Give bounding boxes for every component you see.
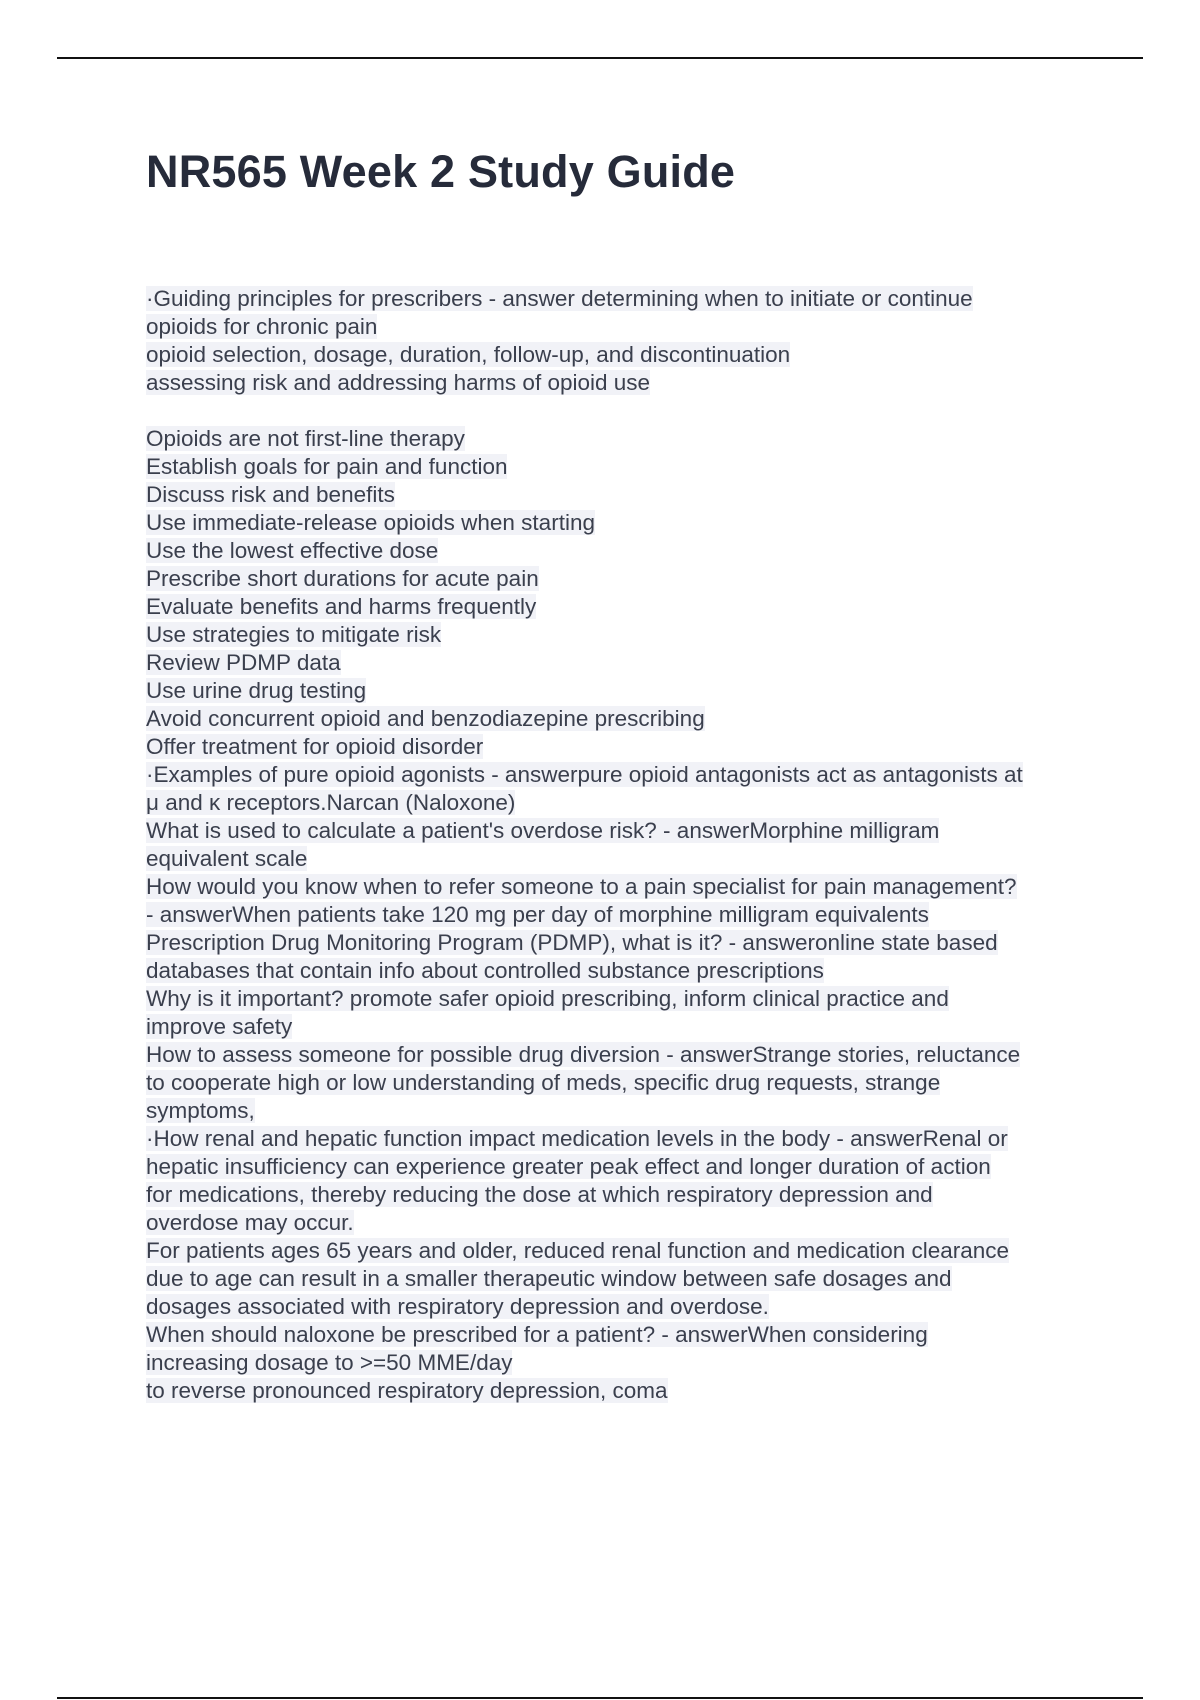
- text-line: How to assess someone for possible drug diversion - answerStrange stories, reluctance: [146, 1042, 1021, 1067]
- paragraph-gap: [146, 397, 1096, 425]
- text-line: Prescription Drug Monitoring Program (PDMP), what is it? - answeronline state based: [146, 930, 998, 955]
- text-line: μ and κ receptors.Narcan (Naloxone): [146, 790, 516, 815]
- text-line: ·Examples of pure opioid agonists - answerpure opioid antagonists act as antagonists at: [146, 762, 1023, 787]
- text-line: Discuss risk and benefits: [146, 482, 395, 507]
- text-line: Offer treatment for opioid disorder: [146, 734, 484, 759]
- text-line: Opioids are not first-line therapy: [146, 426, 465, 451]
- text-line: to cooperate high or low understanding of meds, specific drug requests, strange: [146, 1070, 941, 1095]
- text-line: When should naloxone be prescribed for a patient? - answerWhen considering: [146, 1322, 928, 1347]
- study-guide-body: [146, 285, 1096, 1405]
- document-title: NR565 Week 2 Study Guide: [146, 146, 736, 197]
- text-line: hepatic insufficiency can experience greater peak effect and longer duration of action: [146, 1154, 991, 1179]
- text-line: Use urine drug testing: [146, 678, 367, 703]
- principles-section: [146, 285, 1096, 397]
- guidelines-and-qa-section: [146, 425, 1096, 1405]
- text-line: - answerWhen patients take 120 mg per day of morphine milligram equivalents: [146, 902, 929, 927]
- text-line: What is used to calculate a patient's overdose risk? - answerMorphine milligram: [146, 818, 940, 843]
- text-line: for medications, thereby reducing the dose at which respiratory depression and: [146, 1182, 933, 1207]
- text-line: due to age can result in a smaller therapeutic window between safe dosages and: [146, 1266, 952, 1291]
- text-line: to reverse pronounced respiratory depression, coma: [146, 1378, 668, 1403]
- text-line: ·Guiding principles for prescribers - answer determining when to initiate or continue: [146, 286, 973, 311]
- text-line: assessing risk and addressing harms of opioid use: [146, 370, 651, 395]
- text-line: Use strategies to mitigate risk: [146, 622, 442, 647]
- text-line: Review PDMP data: [146, 650, 341, 675]
- top-rule: [57, 57, 1143, 59]
- text-line: ·How renal and hepatic function impact medication levels in the body - answerRenal or: [146, 1126, 1008, 1151]
- text-line: Avoid concurrent opioid and benzodiazepine prescribing: [146, 706, 705, 731]
- text-line: Prescribe short durations for acute pain: [146, 566, 539, 591]
- text-line: symptoms,: [146, 1098, 255, 1123]
- text-line: Why is it important? promote safer opioid prescribing, inform clinical practice and: [146, 986, 949, 1011]
- text-line: Use the lowest effective dose: [146, 538, 439, 563]
- text-line: For patients ages 65 years and older, reduced renal function and medication clearance: [146, 1238, 1010, 1263]
- text-line: equivalent scale: [146, 846, 308, 871]
- text-line: increasing dosage to >=50 MME/day: [146, 1350, 513, 1375]
- text-line: Evaluate benefits and harms frequently: [146, 594, 537, 619]
- text-line: How would you know when to refer someone to a pain specialist for pain management?: [146, 874, 1017, 899]
- text-line: opioids for chronic pain: [146, 314, 378, 339]
- text-line: dosages associated with respiratory depression and overdose.: [146, 1294, 769, 1319]
- text-line: opioid selection, dosage, duration, follow-up, and discontinuation: [146, 342, 791, 367]
- text-line: overdose may occur.: [146, 1210, 354, 1235]
- text-line: improve safety: [146, 1014, 293, 1039]
- text-line: Use immediate-release opioids when starting: [146, 510, 595, 535]
- text-line: databases that contain info about controlled substance prescriptions: [146, 958, 824, 983]
- bottom-rule: [57, 1697, 1143, 1699]
- text-line: Establish goals for pain and function: [146, 454, 508, 479]
